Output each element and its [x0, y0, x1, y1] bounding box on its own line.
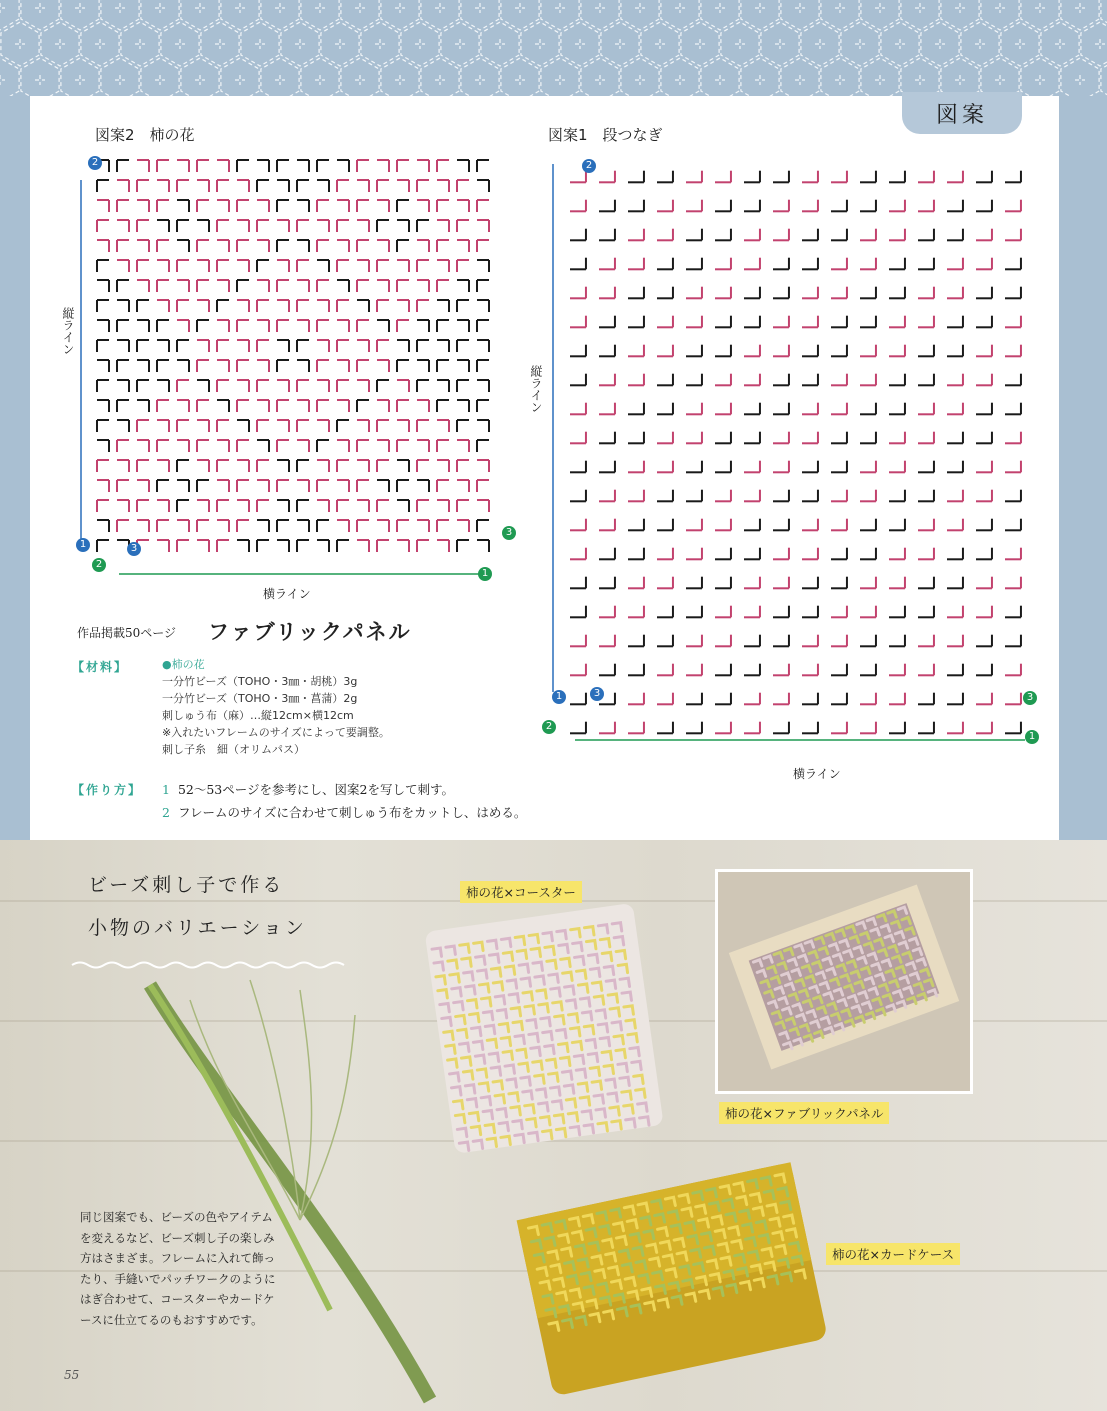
method-label: 【作り方】 [72, 783, 143, 797]
cross-stitch [195, 3, 205, 13]
hexagon-stitch [721, 22, 759, 66]
material-item: 一分竹ビーズ（TOHO・3㎜・菖蒲）2g [162, 692, 358, 705]
frame-illustration [718, 872, 970, 1091]
materials-label: 【材料】 [72, 660, 129, 674]
pattern1-marker-3-right: 3 [1023, 691, 1037, 705]
cross-stitch [155, 3, 165, 13]
left-margin [0, 96, 30, 840]
hexagon-stitch [521, 22, 559, 66]
pattern1-title: 図案1 段つなぎ [548, 126, 663, 144]
pattern2-marker-3-left: 3 [127, 542, 141, 556]
pattern1-horizontal-label: 横ライン [793, 767, 841, 781]
cross-stitch [955, 3, 965, 13]
panel-photo [715, 869, 973, 1094]
cross-stitch [595, 3, 605, 13]
hexagon-stitch [961, 22, 999, 66]
pattern1-marker-2-top: 2 [582, 159, 596, 173]
cross-stitch [755, 75, 765, 85]
hexagon-stitch [401, 22, 439, 66]
cross-stitch [415, 39, 425, 49]
pattern1-marker-2-bottom: 2 [542, 720, 556, 734]
cross-stitch [255, 39, 265, 49]
cross-stitch [515, 3, 525, 13]
cross-stitch [495, 39, 505, 49]
section-tab-label: 図案 [935, 103, 988, 128]
sashiko-hexagon-border [0, 0, 1107, 96]
pattern2-grid [75, 150, 515, 590]
cross-stitch [395, 75, 405, 85]
cross-stitch [735, 39, 745, 49]
feature-heading-line2: 小物のバリエーション [88, 917, 307, 939]
step-item [162, 801, 526, 824]
step-item [162, 778, 526, 801]
cross-stitch [175, 39, 185, 49]
hexagon-stitch [41, 22, 79, 66]
materials-head: ●柿の花 [162, 658, 205, 671]
cross-stitch [615, 39, 625, 49]
tag-coaster: 柿の花×コースター [460, 881, 582, 903]
hexagon-stitch [281, 22, 319, 66]
pattern1-grid [545, 152, 1045, 760]
cross-stitch [275, 75, 285, 85]
cross-stitch [55, 39, 65, 49]
hexagon-stitch [321, 22, 359, 66]
tag-panel: 柿の花×ファブリックパネル [719, 1102, 889, 1124]
cross-stitch [35, 75, 45, 85]
hexagon-stitch [1101, 0, 1107, 30]
cross-stitch [435, 75, 445, 85]
pattern2-marker-2-bottom: 2 [92, 558, 106, 572]
pattern1-marker-1-right: 1 [1025, 730, 1039, 744]
cross-stitch [1075, 75, 1085, 85]
cross-stitch [35, 3, 45, 13]
cross-stitch [75, 3, 85, 13]
cross-stitch [75, 75, 85, 85]
cross-stitch [215, 39, 225, 49]
hexagon-stitch [921, 22, 959, 66]
hexagon-stitch [0, 0, 19, 30]
cross-stitch [915, 3, 925, 13]
hexagon-stitch [841, 22, 879, 66]
cross-stitch [435, 3, 445, 13]
cross-stitch [315, 3, 325, 13]
cross-stitch [475, 75, 485, 85]
grass-stalk [150, 980, 430, 1400]
hexagon-stitch [761, 22, 799, 66]
hexagon-stitch [441, 22, 479, 66]
hexagon-stitch [1041, 22, 1079, 66]
cross-stitch [1035, 75, 1045, 85]
cross-stitch [955, 75, 965, 85]
hexagon-stitch [81, 22, 119, 66]
cross-stitch [675, 75, 685, 85]
coaster [425, 903, 664, 1154]
pattern1-marker-1-left: 1 [552, 690, 566, 704]
cross-stitch [0, 3, 5, 13]
cross-stitch [1075, 3, 1085, 13]
cross-stitch [115, 75, 125, 85]
cross-stitch [555, 3, 565, 13]
cross-stitch [795, 3, 805, 13]
pattern1-marker-3-left: 3 [590, 687, 604, 701]
cross-stitch [275, 3, 285, 13]
material-item: ※入れたいフレームのサイズによって要調整。 [162, 726, 390, 739]
cross-stitch [755, 3, 765, 13]
material-item: 刺しゅう布（麻）…縦12cm×横12cm [162, 709, 354, 722]
card-case [517, 1162, 828, 1396]
step-number: 1 [162, 782, 170, 797]
hexagon-stitch [881, 22, 919, 66]
cross-stitch [235, 3, 245, 13]
hexagon-stitch [0, 58, 19, 96]
cross-stitch [1035, 3, 1045, 13]
cross-stitch [155, 75, 165, 85]
cross-stitch [235, 75, 245, 85]
cross-stitch [635, 3, 645, 13]
project-title: ファブリックパネル [208, 620, 412, 644]
cross-stitch [635, 75, 645, 85]
cross-stitch [115, 3, 125, 13]
cross-stitch [595, 75, 605, 85]
cross-stitch [795, 75, 805, 85]
cross-stitch [535, 39, 545, 49]
hexagon-stitch [681, 22, 719, 66]
hexagon-stitch [1, 22, 39, 66]
pattern2-marker-1-left: 1 [76, 538, 90, 552]
hexagon-stitch [801, 22, 839, 66]
cross-stitch [835, 75, 845, 85]
cross-stitch [715, 75, 725, 85]
material-item: 一分竹ビーズ（TOHO・3㎜・胡桃）3g [162, 675, 358, 688]
cross-stitch [295, 39, 305, 49]
pattern2-marker-2-top: 2 [88, 156, 102, 170]
cross-stitch [335, 39, 345, 49]
cross-stitch [1095, 39, 1105, 49]
pattern2-horizontal-label: 横ライン [263, 587, 311, 601]
cross-stitch [555, 75, 565, 85]
section-tab[interactable] [902, 92, 1022, 134]
cross-stitch [875, 3, 885, 13]
step-text: 52～53ページを参考にし、図案2を写して刺す。 [177, 782, 454, 797]
feature-heading-line1: ビーズ刺し子で作る [88, 874, 285, 896]
cross-stitch [775, 39, 785, 49]
cross-stitch [715, 3, 725, 13]
materials-list [162, 656, 390, 758]
feature-paragraph: 同じ図案でも、ビーズの色やアイテムを変えるなど、ビーズ刺し子の楽しみ方はさまざま。フレームに入れて飾ったり、手縫いでパッチワークのようにはぎ合わせて、コースターやカードケースに仕立てるのもおすすめです。 [80, 1210, 276, 1327]
hexagon-stitch [121, 22, 159, 66]
cross-stitch [355, 3, 365, 13]
cross-stitch [515, 75, 525, 85]
method-steps [162, 778, 526, 824]
pattern2-marker-1-right: 1 [478, 567, 492, 581]
cross-stitch [935, 39, 945, 49]
hexagon-stitch [201, 22, 239, 66]
step-text: フレームのサイズに合わせて刺しゅう布をカットし、はめる。 [177, 805, 527, 820]
cross-stitch [315, 75, 325, 85]
cross-stitch [855, 39, 865, 49]
top-pattern-band [0, 0, 1107, 96]
cross-stitch [135, 39, 145, 49]
step-number: 2 [162, 805, 170, 820]
cross-stitch [375, 39, 385, 49]
cross-stitch [0, 75, 5, 85]
cross-stitch [875, 75, 885, 85]
cross-stitch [1055, 39, 1065, 49]
project-page-ref: 作品掲載50ページ [77, 626, 177, 640]
pattern2-title: 図案2 柿の花 [95, 126, 195, 144]
cross-stitch [655, 39, 665, 49]
cross-stitch [1015, 39, 1025, 49]
hexagon-stitch [601, 22, 639, 66]
cross-stitch [915, 75, 925, 85]
cross-stitch [975, 39, 985, 49]
cross-stitch [195, 75, 205, 85]
cross-stitch [895, 39, 905, 49]
cross-stitch [395, 3, 405, 13]
hexagon-stitch [161, 22, 199, 66]
hexagon-stitch [361, 22, 399, 66]
cross-stitch [815, 39, 825, 49]
right-margin [1059, 96, 1107, 840]
cross-stitch [475, 3, 485, 13]
cross-stitch [675, 3, 685, 13]
cross-stitch [355, 75, 365, 85]
hexagon-stitch [641, 22, 679, 66]
material-item: 刺し子糸 細（オリムパス） [162, 743, 305, 756]
pattern2-marker-3-right: 3 [502, 526, 516, 540]
page-number: 55 [64, 1368, 80, 1382]
cross-stitch [695, 39, 705, 49]
cross-stitch [95, 39, 105, 49]
pattern2-vertical-label: 縦ライン [61, 307, 75, 355]
pattern1-vertical-label: 縦ライン [529, 365, 543, 413]
tag-cardcase: 柿の花×カードケース [826, 1243, 960, 1265]
cross-stitch [575, 39, 585, 49]
cross-stitch [15, 39, 25, 49]
cross-stitch [455, 39, 465, 49]
hexagon-stitch [241, 22, 279, 66]
cross-stitch [995, 3, 1005, 13]
hexagon-stitch [481, 22, 519, 66]
cross-stitch [995, 75, 1005, 85]
hexagon-stitch [561, 22, 599, 66]
hexagon-stitch [1001, 22, 1039, 66]
cross-stitch [835, 3, 845, 13]
